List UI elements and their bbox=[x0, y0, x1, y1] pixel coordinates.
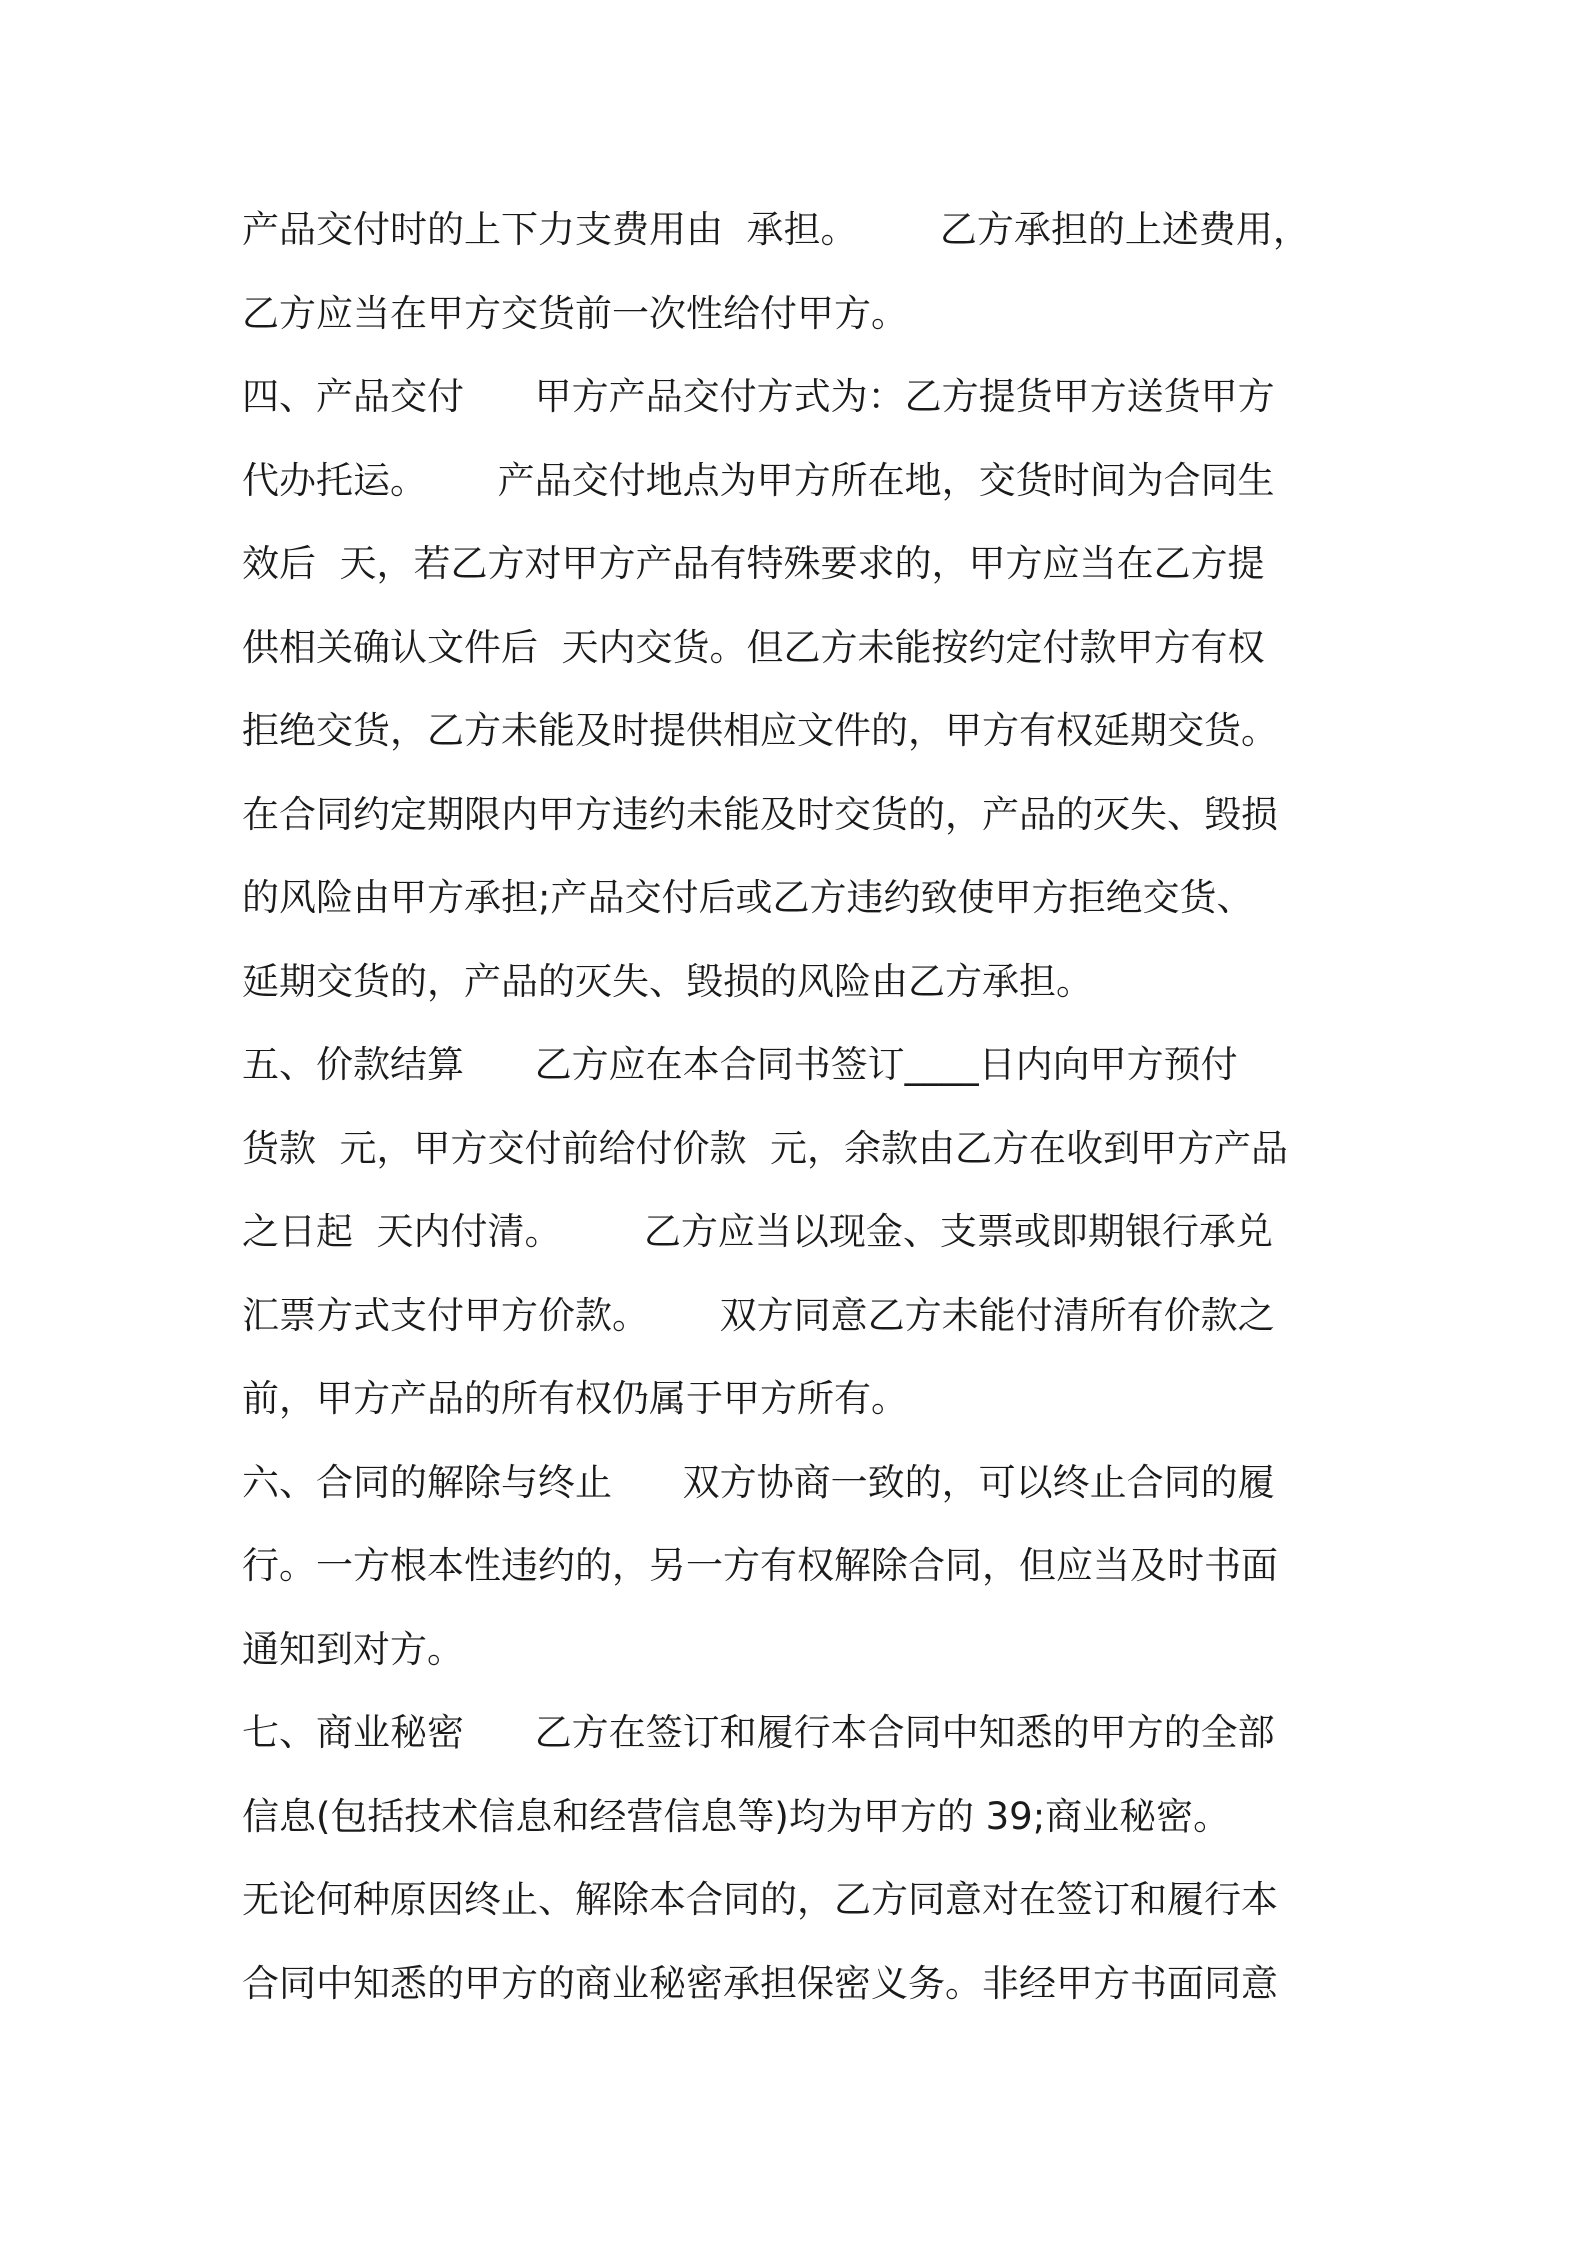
section-6-heading-line: 六、合同的解除与终止 双方协商一致的，可以终止合同的履 bbox=[242, 1460, 1275, 1504]
text-line: 之日起 天内付清。 乙方应当以现金、支票或即期银行承兑 bbox=[242, 1210, 1273, 1253]
text-line: 代办托运。 产品交付地点为甲方所在地，交货时间为合同生 bbox=[242, 458, 1275, 502]
text-line: 产品交付时的上下力支费用由 承担。 乙方承担的上述费用， bbox=[242, 208, 1310, 251]
section-7-heading-line: 七、商业秘密 乙方在签订和履行本合同中知悉的甲方的全部 bbox=[242, 1711, 1275, 1754]
text-line: 合同中知悉的甲方的商业秘密承担保密义务。非经甲方书面同意 bbox=[242, 1961, 1278, 2005]
text-line: 行。一方根本性违约的，另一方有权解除合同，但应当及时书面 bbox=[242, 1544, 1278, 1587]
text-line: 货款 元，甲方交付前给付价款 元，余款由乙方在收到甲方产品 bbox=[242, 1126, 1289, 1170]
text-line: 汇票方式支付甲方价款。 双方同意乙方未能付清所有价款之 bbox=[242, 1293, 1275, 1337]
text-line: 乙方应当在甲方交货前一次性给付甲方。 bbox=[242, 291, 908, 335]
text-line: 供相关确认文件后 天内交货。但乙方未能按约定付款甲方有权 bbox=[242, 625, 1265, 669]
text-line: 的风险由甲方承担;产品交付后或乙方违约致使甲方拒绝交货、 bbox=[242, 876, 1254, 919]
section-4-heading-line: 四、产品交付 甲方产品交付方式为：乙方提货甲方送货甲方 bbox=[242, 375, 1275, 418]
text-line: 在合同约定期限内甲方违约未能及时交货的，产品的灭失、毁损 bbox=[242, 792, 1278, 836]
text-line: 无论何种原因终止、解除本合同的，乙方同意对在签订和履行本 bbox=[242, 1878, 1278, 1921]
text-line: 延期交货的，产品的灭失、毁损的风险由乙方承担。 bbox=[242, 959, 1093, 1003]
text-line: 前，甲方产品的所有权仍属于甲方所有。 bbox=[242, 1377, 908, 1420]
text-line: 拒绝交货，乙方未能及时提供相应文件的，甲方有权延期交货。 bbox=[242, 709, 1278, 752]
text-line: 效后 天，若乙方对甲方产品有特殊要求的，甲方应当在乙方提 bbox=[242, 542, 1265, 585]
text-line: 信息(包括技术信息和经营信息等)均为甲方的 39;商业秘密。 bbox=[242, 1794, 1231, 1838]
text-line: 通知到对方。 bbox=[242, 1627, 464, 1671]
document-body bbox=[242, 196, 1362, 2033]
section-5-heading-line: 五、价款结算 乙方应在本合同书签订____日内向甲方预付 bbox=[242, 1043, 1238, 1086]
